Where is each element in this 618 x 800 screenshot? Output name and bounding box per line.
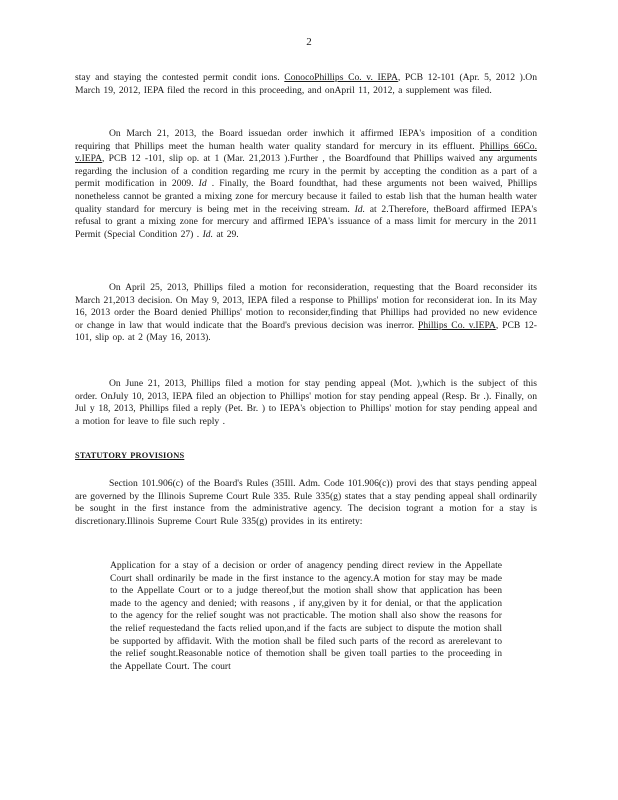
id-citation: Id: [198, 178, 207, 190]
para2-text-d: at 2.Therefore, theBoard affirmed IEPA's refusal to grant a mixing zone for mercury and affirmed IEPA's issuance of a mass limit for mercury in the 2011 Permit (Special Condition 27) .: [75, 203, 538, 240]
paragraph-motion-for-stay: [75, 378, 537, 428]
para2-text-a: On March 21, 2013, the Board issuedan order inwhich it affirmed IEPA's imposition of a condition requiring that Phillips meet the human health water quality standard for mercury in its effluent.: [75, 128, 537, 152]
quote-text: Application for a stay of a decision or order of anagency pending direct review in the Appellate Court shall ordinarily be made in the first instance to the agency.A motion for stay may be made to the Appellate Court or to a judge thereof,but the motion shall show that application has been made to the agency and denied; with reasons , if any,given by it for denial, or that the application to the agency for the relief sought was not practicable. The motion shall also show the reasons for the relief requestedand the facts relied upon,and if the facts are subject to dispute the motion shall be supported by affidavit. With the motion shall be filed such parts of the record as arerelevant to the relief sought.Reasonable notice of themotion shall be given toall parties to the proceeding in the Appellate Court. The court: [110, 560, 502, 672]
case-citation: Phillips Co. v.IEPA: [418, 319, 496, 331]
case-citation: ConocoPhillips Co. v. IEPA: [284, 72, 398, 83]
id-citation: Id.: [354, 203, 365, 215]
paragraph-procedural-history-1: [75, 72, 537, 97]
case-citation: Phillips 66Co. v.IEPA: [75, 140, 537, 165]
para5-text: Section 101.906(c) of the Board's Rules (35Ill. Adm. Code 101.906(c)) provi des that stays pending appeal are governed by the Illinois Supreme Court Rule 335. Rule 335(g) states that a stay pending appeal shall ordinarily be sought in the first instance from the administrative agency. The decision togrant a motion for a stay is discretionary.Illinois Supreme Court Rule 335(g) provides in its entirety:: [75, 478, 537, 527]
id-citation: Id.: [202, 228, 213, 240]
para2-text-b: , PCB 12 -101, slip op. at 1 (Mar. 21,2013 ).Further , the Boardfound that Phillips waived any arguments regarding the inclusion of a condition regarding me rcury in the permit by accepting the condition as a part of a permit modification in 2009.: [75, 153, 537, 190]
paragraph-statutory: [75, 478, 537, 528]
para4-text: On June 21, 2013, Phillips filed a motion for stay pending appeal (Mot. ),which is the subject of this order. OnJuly 10, 2013, IEPA filed an objection to Phillips' motion for stay pending appeal (Resp. Br .). Finally, on Jul y 18, 2013, Phillips filed a reply (Pet. Br. ) to IEPA's objection to Phillips' motion for stay pending appeal and a motion for leave to file such reply .: [75, 378, 537, 427]
para2-text-c: . Finally, the Board foundthat, had these arguments not been waived, Phillips nonetheless cannot be granted a mixing zone for mercury because it failed to estab lish that the human health water quality standard for mercury is being met in the receiving stream.: [75, 178, 537, 215]
paragraph-reconsideration: [75, 282, 537, 345]
paragraph-board-order: [75, 128, 537, 241]
para3-text-a: On April 25, 2013, Phillips filed a motion for reconsideration, requesting that the Board reconsider its March 21,2013 decision. On May 9, 2013, IEPA filed a response to Phillips' motion for reconsiderat ion. In its May 16, 2013 order the Board denied Phillips' motion to reconsider,finding that Phillips had provided no new evidence or change in law that would indicate that the Board's previous decision was inerror.: [75, 282, 537, 331]
section-heading-wrapper: [75, 450, 537, 463]
block-quote-rule-335g: [110, 560, 502, 673]
para2-text-e: at 29.: [212, 228, 239, 240]
page-number: 2: [306, 36, 312, 48]
section-heading: STATUTORY PROVISIONS: [75, 451, 185, 460]
para3-text-b: , PCB 12-101, slip op. at 2 (May 16, 2013).: [75, 319, 537, 344]
para1-text-b: , PCB 12-101 (Apr. 5, 2012 ).On March 19, 2012, IEPA filed the record in this proceeding, and onApril 11, 2012, a supplement was filed.: [75, 72, 537, 96]
para1-text-a: stay and staying the contested permit condit ions.: [75, 72, 285, 83]
